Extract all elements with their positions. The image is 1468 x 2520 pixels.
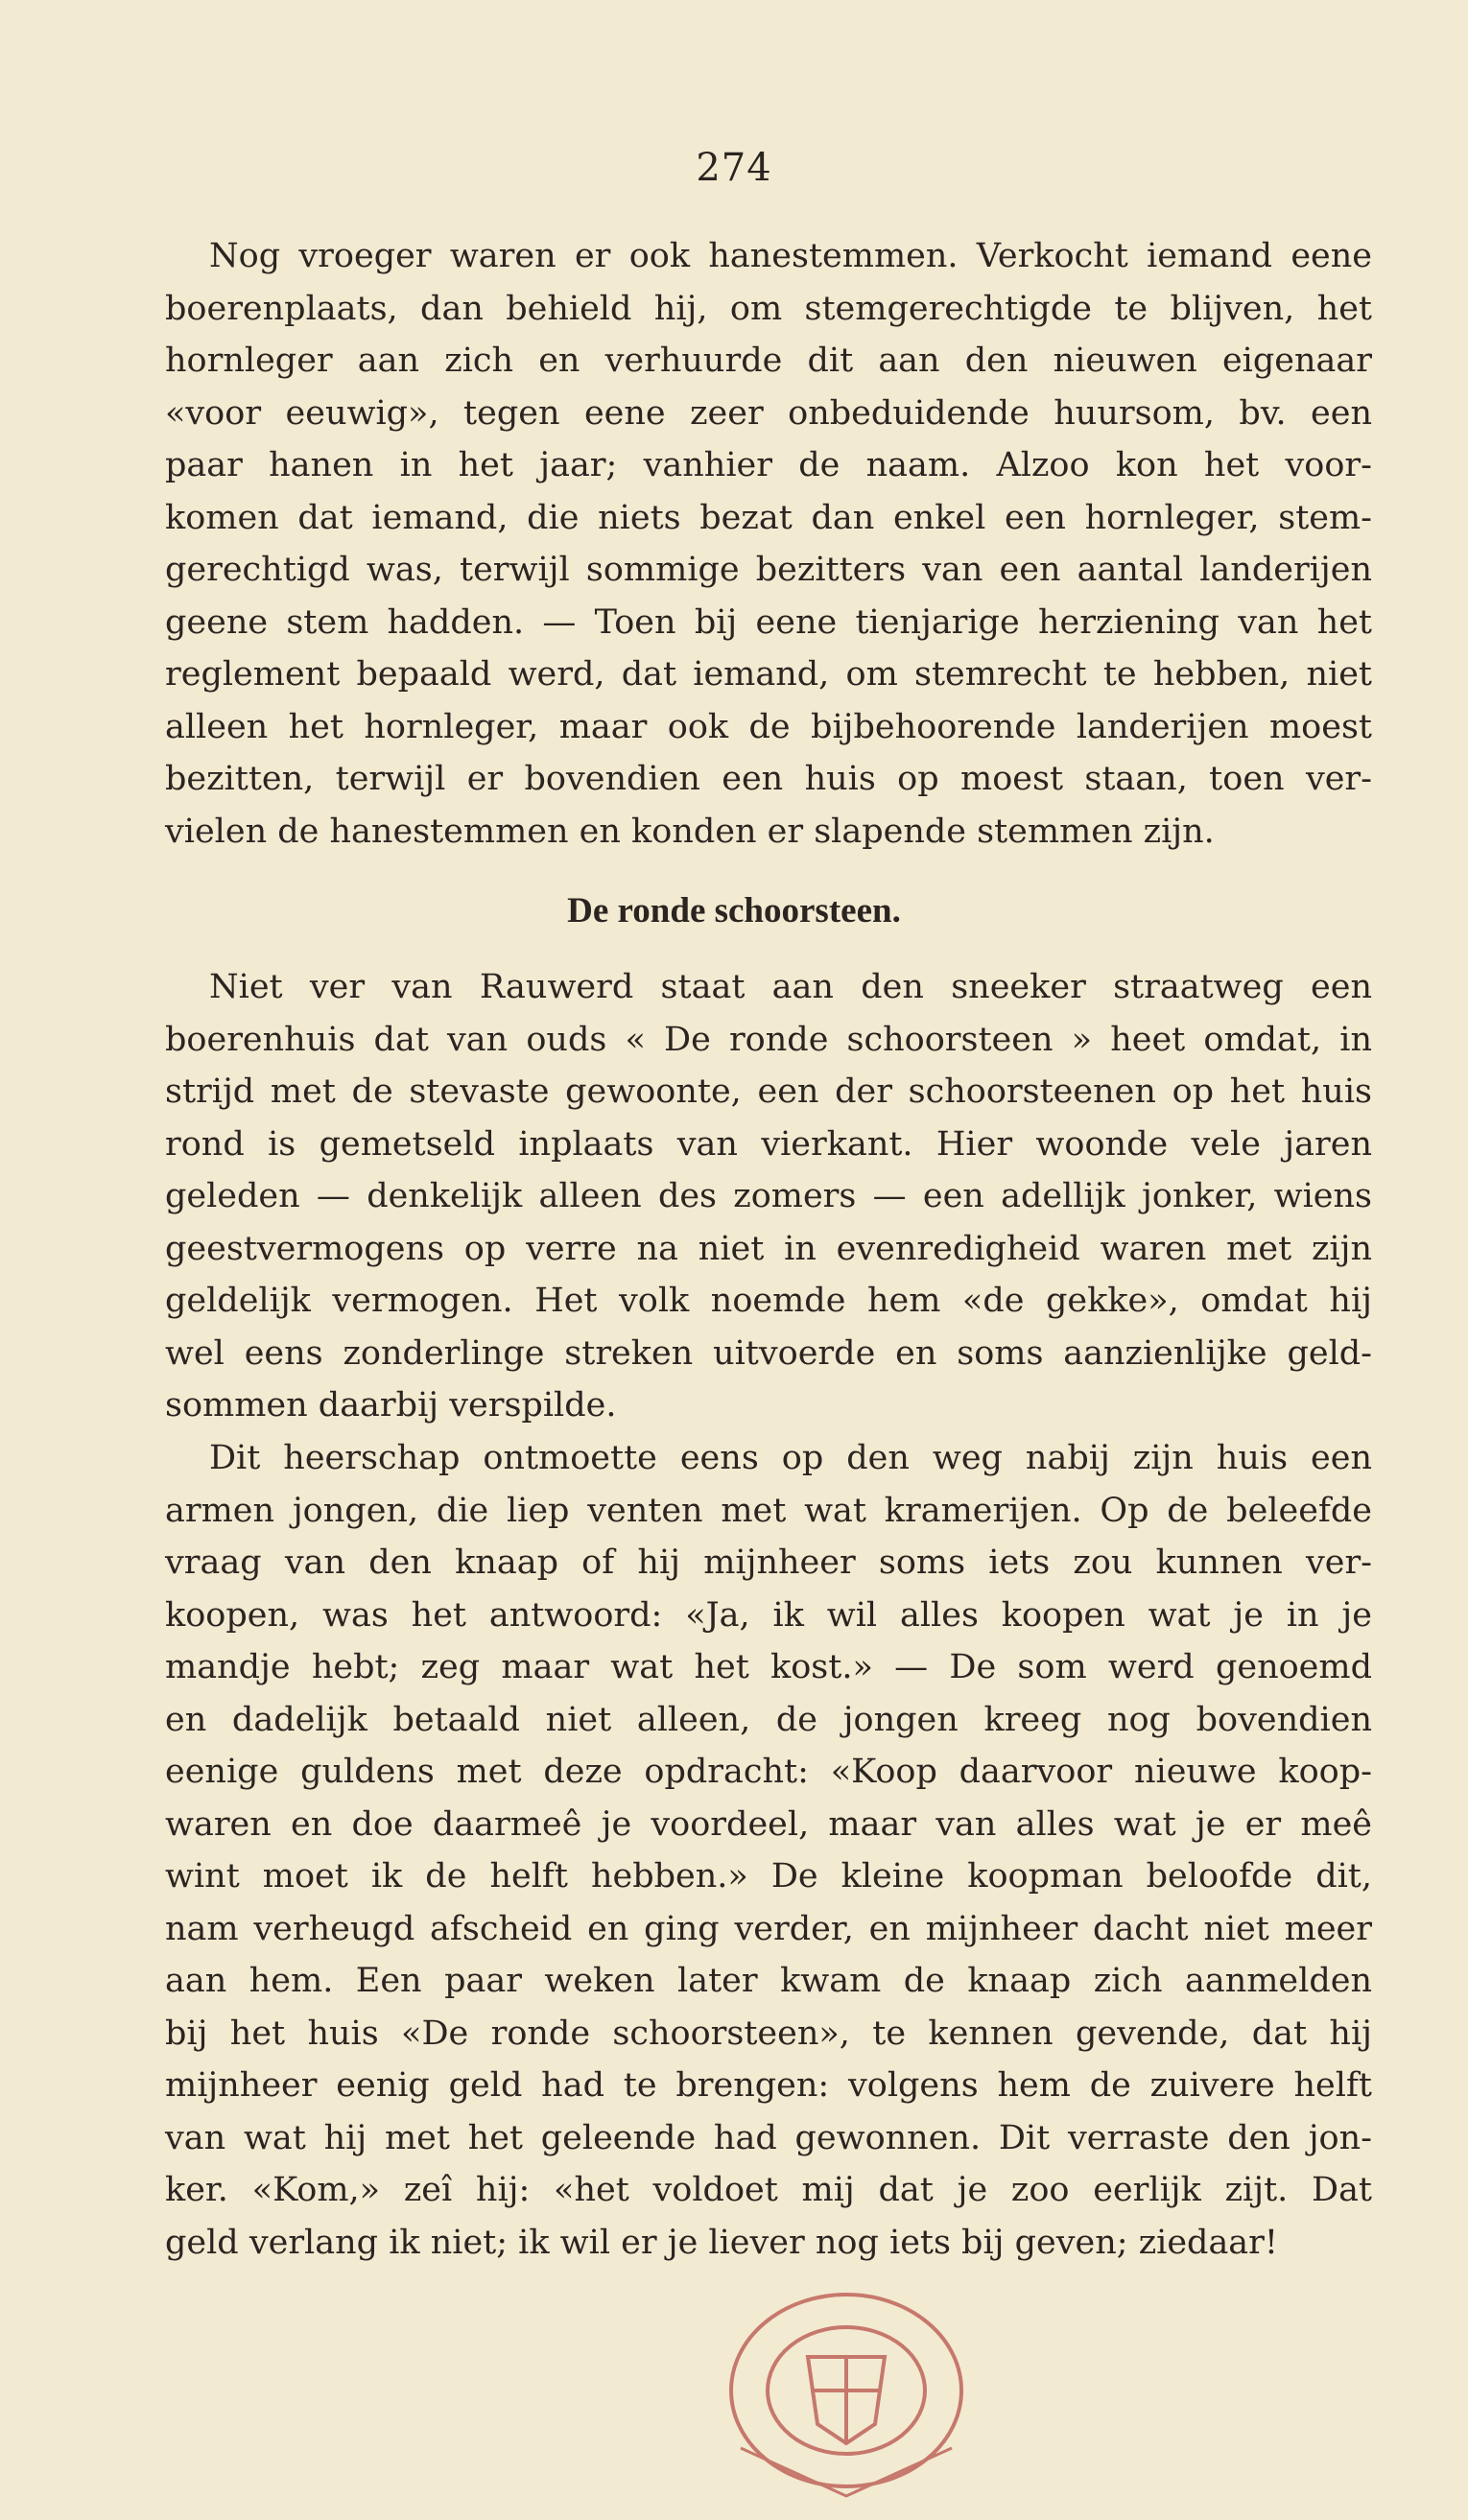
paragraph-heerschap — [165, 1432, 1372, 2269]
paragraph-hanestemmen — [165, 230, 1372, 858]
text-line: ker. «Kom,» zeî hij: «het voldoet mij dat je zoo eerlijk zijt. Dat — [165, 2171, 1372, 2209]
text-line: vielen de hanestemmen en konden er slapende stemmen zijn. — [165, 812, 1215, 851]
text-line: rond is gemetseld inplaats van vierkant. Hier woonde vele jaren — [165, 1124, 1372, 1164]
text-line: aan hem. Een paar weken later kwam de knaap zich aanmelden — [165, 1962, 1372, 2000]
text-line: sommen daarbij verspilde. — [165, 1386, 617, 1425]
page-number: 274 — [696, 146, 772, 190]
text-line: boerenhuis dat van ouds « De ronde schoorsteen » heet omdat, in — [165, 1020, 1372, 1059]
text-line: gerechtigd was, terwijl sommige bezitters van een aantal landerijen — [165, 551, 1372, 589]
text-line: «voor eeuwig», tegen eene zeer onbeduidende huursom, bv. een — [165, 393, 1372, 433]
text-line: mijnheer eenig geld had te brengen: volgens hem de zuivere helft — [165, 2066, 1372, 2105]
text-line: geldelijk vermogen. Het volk noemde hem «de gekke», omdat hij — [165, 1282, 1372, 1320]
text-line: komen dat iemand, die niets bezat dan enkel een hornleger, stem- — [165, 498, 1372, 537]
text-line: Dit heerschap ontmoette eens op den weg nabij zijn huis een — [209, 1439, 1372, 1477]
text-line: koopen, was het antwoord: «Ja, ik wil alles koopen wat je in je — [165, 1595, 1372, 1635]
text-line: geestvermogens op verre na niet in evenredigheid waren met zijn — [165, 1229, 1372, 1268]
text-line: bij het huis «De ronde schoorsteen», te kennen gevende, dat hij — [165, 2014, 1372, 2053]
text-line: eenige guldens met deze opdracht: «Koop daarvoor nieuwe koop- — [165, 1753, 1372, 1791]
text-line: alleen het hornleger, maar ook de bijbehoorende landerijen moest — [165, 707, 1372, 746]
text-line: mandje hebt; zeg maar wat het kost.» — De som werd genoemd — [165, 1648, 1372, 1686]
text-line: boerenplaats, dan behield hij, om stemgerechtigde te blijven, het — [165, 289, 1372, 328]
text-line: armen jongen, die liep venten met wat kramerijen. Op de beleefde — [165, 1491, 1372, 1530]
text-line: van wat hij met het geleende had gewonnen. Dit verraste den jon- — [165, 2118, 1372, 2157]
text-line: reglement bepaald werd, dat iemand, om stemrecht te hebben, niet — [165, 655, 1372, 694]
text-line: geld verlang ik niet; ik wil er je liever nog iets bij geven; ziedaar! — [165, 2223, 1278, 2262]
text-line: Nog vroeger waren er ook hanestemmen. Verkocht iemand eene — [209, 237, 1372, 275]
section-heading: De ronde schoorsteen. — [567, 891, 901, 930]
text-line: strijd met de stevaste gewoonte, een der schoorsteenen op het huis — [165, 1072, 1372, 1111]
text-line: wint moet ik de helft hebben.» De kleine koopman beloofde dit, — [165, 1857, 1372, 1896]
text-line: wel eens zonderlinge streken uitvoerde en soms aanzienlijke geld- — [165, 1333, 1372, 1373]
paragraph-ronde-schoorsteen — [165, 961, 1372, 1432]
museum-stamp — [712, 2275, 981, 2506]
text-line: geene stem hadden. — Toen bij eene tienjarige herziening van het — [165, 602, 1372, 642]
text-line: geleden — denkelijk alleen des zomers — een adellijk jonker, wiens — [165, 1177, 1372, 1215]
text-line: paar hanen in het jaar; vanhier de naam. Alzoo kon het voor- — [165, 446, 1372, 484]
text-line: hornleger aan zich en verhuurde dit aan den nieuwen eigenaar — [165, 341, 1372, 380]
text-line: bezitten, terwijl er bovendien een huis op moest staan, toen ver- — [165, 760, 1372, 798]
text-line: nam verheugd afscheid en ging verder, en mijnheer dacht niet meer — [165, 1909, 1372, 1948]
text-line: waren en doe daarmeê je voordeel, maar van alles wat je er meê — [165, 1804, 1372, 1844]
text-line: en dadelijk betaald niet alleen, de jongen kreeg nog bovendien — [165, 1700, 1372, 1739]
text-line: Niet ver van Rauwerd staat aan den sneeker straatweg een — [209, 968, 1372, 1006]
text-line: vraag van den knaap of hij mijnheer soms iets zou kunnen ver- — [165, 1543, 1372, 1582]
